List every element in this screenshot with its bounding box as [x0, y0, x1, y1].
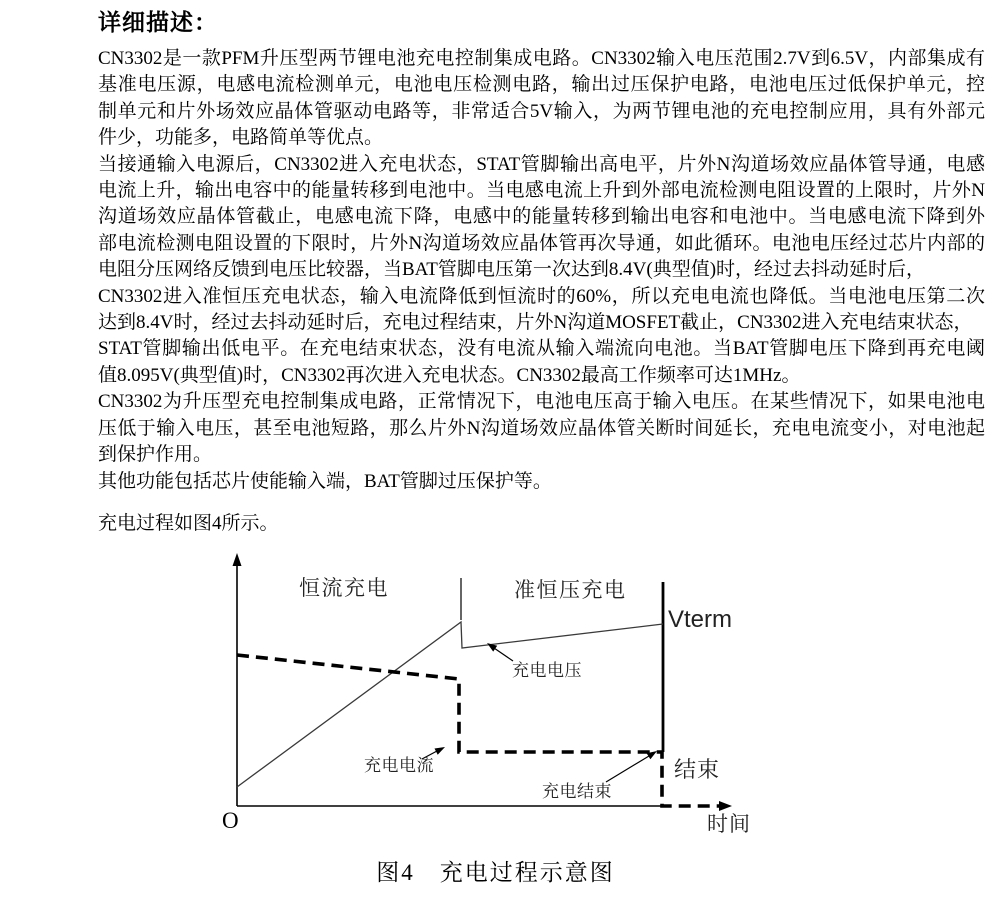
charge-voltage-curve	[237, 622, 663, 787]
phase-label-constant-current: 恒流充电	[299, 577, 389, 600]
text-line: STAT管脚输出低电平。在充电结束状态，没有电流从输入端流向电池。当BAT管脚电压下降到再充电阈	[98, 338, 985, 360]
text-line: 件少，功能多，电路简单等优点。	[98, 127, 384, 149]
figure-4-charging-diagram	[0, 540, 991, 850]
charge-end-leader	[606, 756, 649, 782]
figure-intro-line: 充电过程如图4所示。	[98, 513, 279, 534]
charge-end-label: 充电结束	[542, 782, 612, 801]
phase-label-quasi-constant-voltage: 准恒压充电	[514, 579, 627, 602]
figure-caption: 图4 充电过程示意图	[376, 860, 615, 885]
current-leader-arrow-icon	[435, 747, 446, 755]
charge-curve-svg	[0, 540, 991, 850]
text-line: 电阻分压网络反馈到电压比较器，当BAT管脚电压第一次达到8.4V(典型值)时，经过去抖动延时后，	[98, 259, 926, 281]
text-line: 制单元和片外场效应晶体管驱动电路等，非常适合5V输入，为两节锂电池的充电控制应用，具有外部元	[98, 100, 985, 122]
end-label: 结束	[674, 757, 721, 782]
text-line: 值8.095V(典型值)时，CN3302再次进入充电状态。CN3302最高工作频率可达1MHz。	[98, 364, 801, 386]
text-line: 电流上升，输出电容中的能量转移到电池中。当电感电流上升到外部电流检测电阻设置的上限时，片外N	[98, 180, 985, 202]
section-title: 详细描述：	[98, 10, 218, 35]
text-line: 到保护作用。	[98, 444, 213, 466]
origin-label: O	[222, 808, 239, 833]
charge-voltage-label: 充电电压	[512, 661, 582, 680]
text-line: 当接通输入电源后，CN3302进入充电状态，STAT管脚输出高电平，片外N沟道场效应晶体管导通，电感	[98, 153, 985, 175]
charge-current-label: 充电电流	[364, 756, 434, 775]
y-axis-arrow-icon	[233, 553, 242, 566]
text-line: CN3302进入准恒压充电状态，输入电流降低到恒流时的60%，所以充电电流也降低。当电池电压第二次	[98, 285, 985, 307]
text-line: 沟道场效应晶体管截止，电感电流下降，电感中的能量转移到输出电容和电池中。当电感电流下降到外	[98, 206, 985, 228]
text-line: CN3302为升压型充电控制集成电路，正常情况下，电池电压高于输入电压。在某些情况下，如果电池电	[98, 391, 985, 413]
charge-current-curve	[237, 655, 719, 806]
time-axis-label: 时间	[707, 813, 751, 836]
vterm-label: Vterm	[668, 606, 733, 633]
text-line: CN3302是一款PFM升压型两节锂电池充电控制集成电路。CN3302输入电压范围2.7V到6.5V，内部集成有	[98, 48, 985, 69]
text-line: 部电流检测电阻设置的下限时，片外N沟道场效应晶体管再次导通，如此循环。电池电压经过芯片内部的	[98, 232, 985, 254]
text-line: 压低于输入电压，甚至电池短路，那么片外N沟道场效应晶体管关断时间延长，充电电流变小，对电池起	[98, 417, 985, 439]
text-line: 其他功能包括芯片使能输入端，BAT管脚过压保护等。	[98, 470, 552, 492]
body-text-block	[98, 46, 985, 495]
voltage-label-leader	[494, 648, 513, 661]
text-line: 基准电压源，电感电流检测单元，电池电压检测电路，输出过压保护电路，电池电压过低保护单元，控	[98, 74, 985, 96]
text-line: 达到8.4V时，经过去抖动延时后，充电过程结束，片外N沟道MOSFET截止，CN3302进入充电结束状态，	[98, 312, 973, 334]
